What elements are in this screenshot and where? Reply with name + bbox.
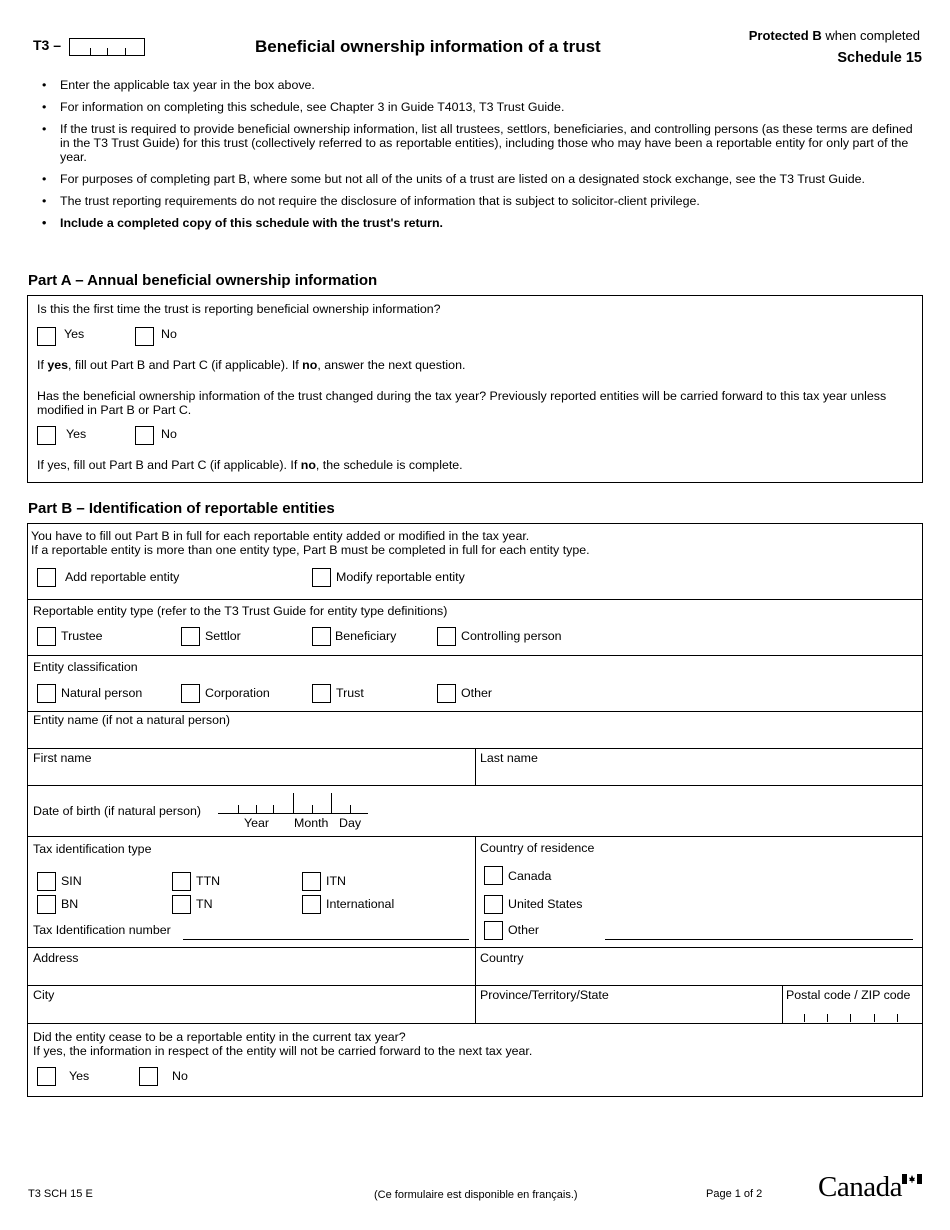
address-label: Address: [33, 951, 79, 965]
international-checkbox[interactable]: [302, 895, 321, 914]
modify-entity-label: Modify reportable entity: [336, 570, 465, 584]
sin-checkbox[interactable]: [37, 872, 56, 891]
part-b-intro-1: You have to fill out Part B in full for each reportable entity added or modified in the tax year.: [31, 529, 530, 543]
first-time-yes-label: Yes: [64, 327, 85, 341]
classification-label: Entity classification: [33, 660, 138, 674]
page-title: Beneficial ownership information of a trust: [255, 37, 601, 56]
add-entity-label: Add reportable entity: [65, 570, 180, 584]
part-b-intro-2: If a reportable entity is more than one entity type, Part B must be completed in full for each entity type.: [31, 543, 590, 557]
entity-type-label: Reportable entity type (refer to the T3 Trust Guide for entity type definitions): [33, 604, 448, 618]
dob-label: Date of birth (if natural person): [33, 804, 202, 818]
beneficiary-label: Beneficiary: [335, 629, 397, 643]
info-changed-no-checkbox[interactable]: [135, 426, 154, 445]
itn-checkbox[interactable]: [302, 872, 321, 891]
cease-no-label: No: [172, 1069, 188, 1083]
instruction-item: • For information on completing this schedule, see Chapter 3 in Guide T4013, T3 Trust Guide.: [42, 100, 922, 114]
sin-label: SIN: [61, 874, 82, 888]
bn-label: BN: [61, 897, 79, 911]
dob-input[interactable]: [218, 793, 368, 814]
natural-person-checkbox[interactable]: [37, 684, 56, 703]
last-name-input[interactable]: [476, 765, 922, 784]
dob-day-label: Day: [339, 816, 362, 830]
instruction-item: • If the trust is required to provide beneficial ownership information, list all trustees, settlors, beneficiaries, and controlling persons (as these terms are defined in the T3 Trust Guide) for this trust (collectively referred to as reportable entities), including those who may have been a reportable entity for only part of the year.: [42, 122, 922, 164]
add-entity-checkbox[interactable]: [37, 568, 56, 587]
modify-entity-checkbox[interactable]: [312, 568, 331, 587]
trust-checkbox[interactable]: [312, 684, 331, 703]
form-code: T3 SCH 15 E: [28, 1188, 93, 1200]
form-prefix: T3 –: [33, 37, 62, 53]
info-changed-yes-label: Yes: [66, 427, 87, 441]
part-a-note-1: If yes, fill out Part B and Part C (if applicable). If no, answer the next question.: [37, 358, 466, 372]
cease-yes-checkbox[interactable]: [37, 1067, 56, 1086]
first-time-yes-checkbox[interactable]: [37, 327, 56, 346]
other-classification-label: Other: [461, 686, 492, 700]
tn-checkbox[interactable]: [172, 895, 191, 914]
corporation-label: Corporation: [205, 686, 270, 700]
info-changed-no-label: No: [161, 427, 177, 441]
country-input[interactable]: [476, 965, 922, 984]
settlor-label: Settlor: [205, 629, 241, 643]
province-label: Province/Territory/State: [480, 988, 609, 1002]
beneficiary-checkbox[interactable]: [312, 627, 331, 646]
postal-code-label: Postal code / ZIP code: [786, 988, 911, 1002]
part-b-title: Part B – Identification of reportable entities: [28, 500, 335, 517]
part-a-note-2: If yes, fill out Part B and Part C (if applicable). If no, the schedule is complete.: [37, 458, 463, 472]
united-states-label: United States: [508, 897, 583, 911]
united-states-checkbox[interactable]: [484, 895, 503, 914]
entity-name-input[interactable]: [28, 728, 922, 747]
first-time-no-checkbox[interactable]: [135, 327, 154, 346]
tn-label: TN: [196, 897, 213, 911]
province-input[interactable]: [476, 1003, 781, 1022]
settlor-checkbox[interactable]: [181, 627, 200, 646]
canada-label: Canada: [508, 869, 552, 883]
controlling-person-checkbox[interactable]: [437, 627, 456, 646]
last-name-label: Last name: [480, 751, 538, 765]
instruction-item: • The trust reporting requirements do not require the disclosure of information that is subject to solicitor-client privilege.: [42, 194, 922, 208]
city-label: City: [33, 988, 55, 1002]
cease-yes-label: Yes: [69, 1069, 90, 1083]
natural-person-label: Natural person: [61, 686, 143, 700]
bn-checkbox[interactable]: [37, 895, 56, 914]
first-time-no-label: No: [161, 327, 177, 341]
first-name-input[interactable]: [28, 765, 474, 784]
residence-label: Country of residence: [480, 841, 595, 855]
tax-id-number-label: Tax Identification number: [33, 923, 171, 937]
cease-no-checkbox[interactable]: [139, 1067, 158, 1086]
tax-year-input[interactable]: [69, 38, 145, 56]
instruction-item: • For purposes of completing part B, where some but not all of the units of a trust are listed on a designated stock exchange, see the T3 Trust Guide.: [42, 172, 922, 186]
corporation-checkbox[interactable]: [181, 684, 200, 703]
first-name-label: First name: [33, 751, 92, 765]
address-input[interactable]: [28, 965, 474, 984]
schedule-number: Schedule 15: [837, 50, 922, 66]
entity-name-label: Entity name (if not a natural person): [33, 713, 230, 727]
cease-note: If yes, the information in respect of the entity will not be carried forward to the next tax year.: [33, 1044, 533, 1058]
country-label: Country: [480, 951, 524, 965]
other-classification-checkbox[interactable]: [437, 684, 456, 703]
ttn-label: TTN: [196, 874, 221, 888]
cease-question: Did the entity cease to be a reportable entity in the current tax year?: [33, 1030, 406, 1044]
protected-b-label: Protected B when completed: [748, 28, 920, 43]
tax-id-type-label: Tax identification type: [33, 842, 152, 856]
part-a-question-1: Is this the first time the trust is reporting beneficial ownership information?: [37, 302, 441, 316]
part-a-title: Part A – Annual beneficial ownership information: [28, 272, 378, 289]
trust-label: Trust: [336, 686, 364, 700]
city-input[interactable]: [28, 1003, 474, 1022]
canada-flag-icon: [902, 1174, 922, 1184]
instructions-list: [42, 78, 922, 230]
ttn-checkbox[interactable]: [172, 872, 191, 891]
instruction-item: • Enter the applicable tax year in the box above.: [42, 78, 922, 92]
instruction-item: • Include a completed copy of this schedule with the trust's return.: [42, 216, 922, 230]
page-number: Page 1 of 2: [706, 1188, 763, 1200]
part-a-question-2: Has the beneficial ownership information of the trust changed during the tax year? Previously reported entities will be carried forward to this tax year unless modified in Part B or Part C.: [37, 389, 887, 417]
other-residence-checkbox[interactable]: [484, 921, 503, 940]
controlling-person-label: Controlling person: [461, 629, 562, 643]
dob-year-label: Year: [244, 816, 270, 830]
french-availability-note: (Ce formulaire est disponible en français.): [374, 1189, 578, 1201]
other-residence-input[interactable]: [605, 922, 913, 940]
dob-month-label: Month: [294, 816, 329, 830]
international-label: International: [326, 897, 395, 911]
postal-code-input[interactable]: [784, 1004, 920, 1022]
trustee-checkbox[interactable]: [37, 627, 56, 646]
trustee-label: Trustee: [61, 629, 103, 643]
other-residence-label: Other: [508, 923, 539, 937]
canada-wordmark: Canada: [818, 1171, 902, 1203]
info-changed-yes-checkbox[interactable]: [37, 426, 56, 445]
itn-label: ITN: [326, 874, 346, 888]
canada-checkbox[interactable]: [484, 866, 503, 885]
tax-id-number-input[interactable]: [183, 922, 469, 940]
